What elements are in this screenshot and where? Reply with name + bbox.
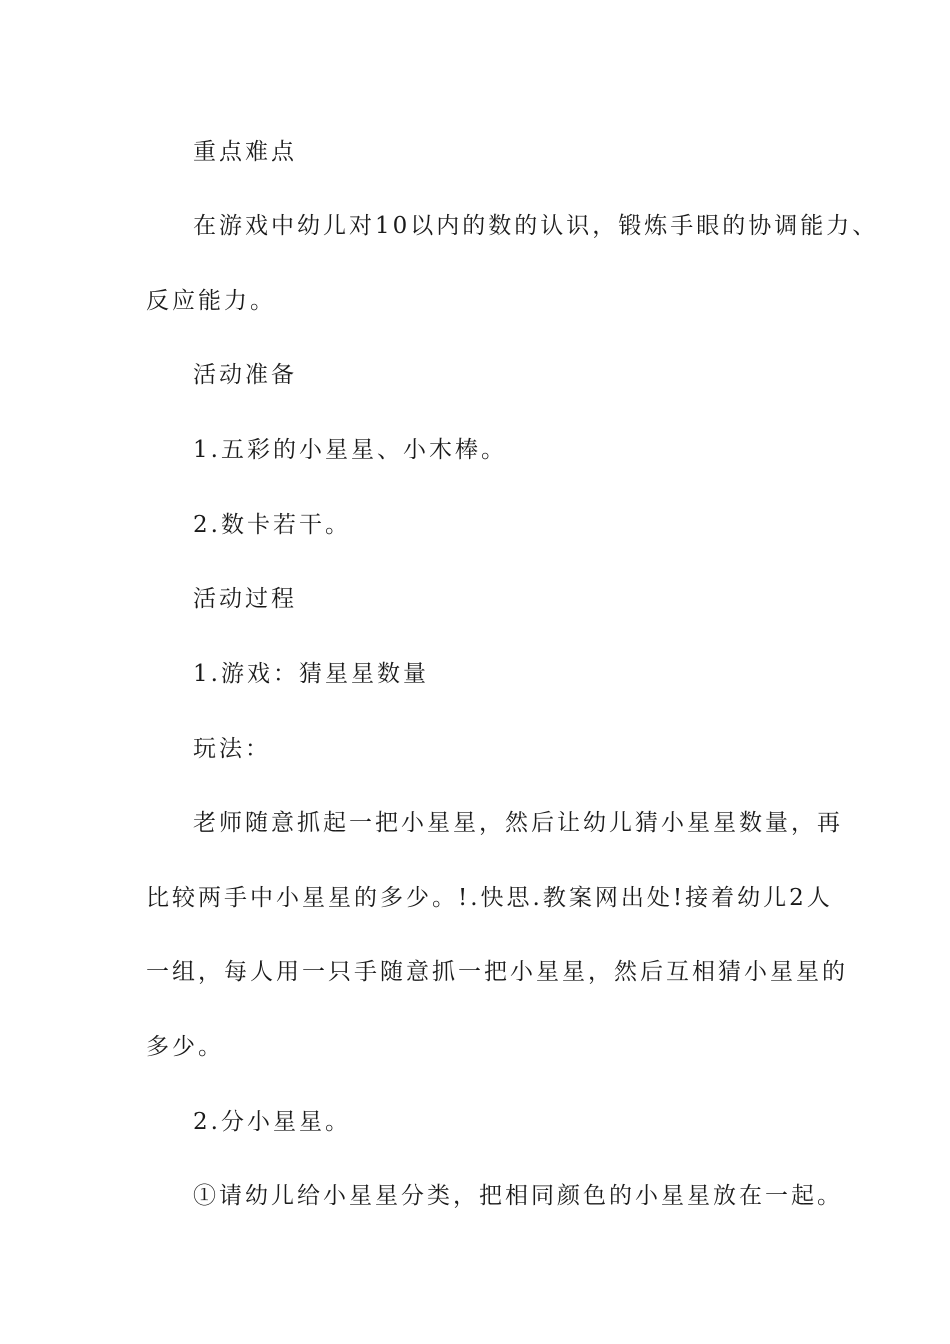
- paragraph-line: 老师随意抓起一把小星星，然后让幼儿猜小星星数量，再: [193, 810, 843, 836]
- paragraph-line: 一组，每人用一只手随意抓一把小星星，然后互相猜小星星的: [146, 959, 848, 985]
- paragraph-line: 比较两手中小星星的多少。!.快思.教案网出处!接着幼儿2人: [146, 885, 833, 911]
- list-item: ①请幼儿给小星星分类，把相同颜色的小星星放在一起。: [193, 1183, 843, 1209]
- heading-process: 活动过程: [193, 586, 297, 612]
- paragraph-line: 多少。: [146, 1034, 224, 1060]
- list-item: 2.分小星星。: [193, 1109, 351, 1135]
- list-item: 1.游戏：猜星星数量: [193, 661, 429, 687]
- list-item: 2.数卡若干。: [193, 512, 351, 538]
- paragraph-line: 在游戏中幼儿对10以内的数的认识，锻炼手眼的协调能力、: [193, 213, 879, 239]
- list-item: 1.五彩的小星星、小木棒。: [193, 437, 507, 463]
- heading-preparation: 活动准备: [193, 362, 297, 388]
- paragraph-line: 反应能力。: [146, 288, 276, 314]
- heading-key-points: 重点难点: [193, 139, 297, 165]
- subheading-rules: 玩法：: [193, 736, 271, 762]
